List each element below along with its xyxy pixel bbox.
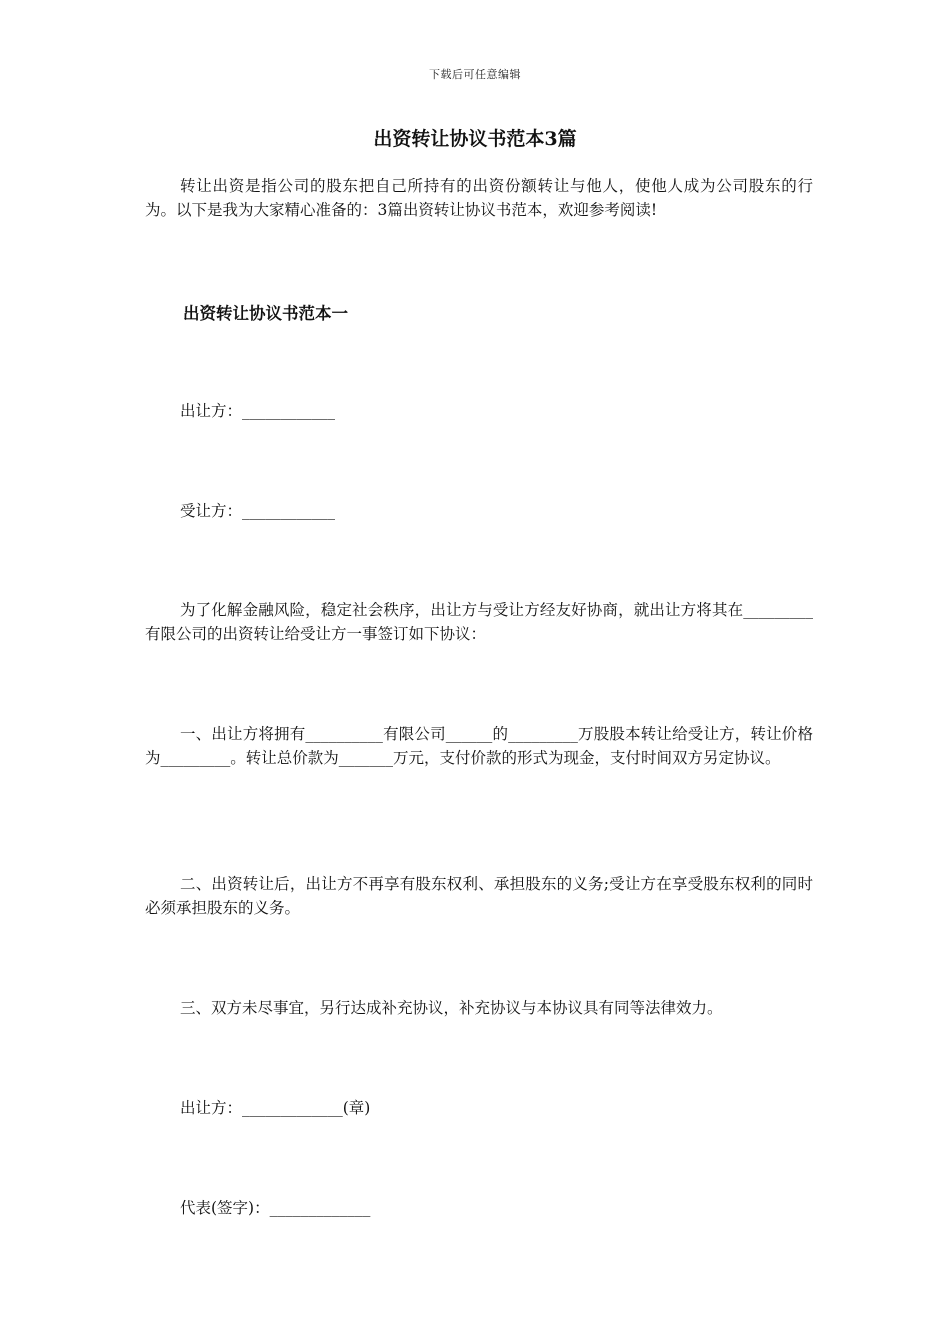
document-title: 出资转让协议书范本3篇 [373, 128, 577, 150]
preamble-paragraph: 为了化解金融风险，稳定社会秩序，出让方与受让方经友好协商，就出让方将其在_________有限公司的出资转让给受让方一事签订如下协议： [145, 601, 813, 643]
clause-3-paragraph: 三、双方未尽事宜，另行达成补充协议，补充协议与本协议具有同等法律效力。 [180, 999, 723, 1017]
transferee-line: 受让方：____________ [180, 502, 336, 520]
transferor-line: 出让方：____________ [180, 402, 336, 420]
signature-transferor-line: 出让方：_____________(章) [180, 1099, 371, 1117]
clause-2-paragraph: 二、出资转让后，出让方不再享有股东权利、承担股东的义务;受让方在享受股东权利的同时必须承担股东的义务。 [145, 875, 813, 917]
section-heading: 出资转让协议书范本一 [183, 304, 348, 323]
header-note: 下载后可任意编辑 [429, 68, 521, 81]
clause-1-paragraph: 一、出让方将拥有__________有限公司______的_________万股股本转让给受让方，转让价格为_________。转让总价款为_______万元，支付价款的形式为现金，支付时间双方另定协议。 [145, 725, 813, 767]
intro-paragraph: 转让出资是指公司的股东把自己所持有的出资份额转让与他人，使他人成为公司股东的行为。以下是我为大家精心准备的：3篇出资转让协议书范本，欢迎参考阅读! [145, 177, 813, 219]
signature-representative-line: 代表(签字)：_____________ [180, 1199, 371, 1217]
